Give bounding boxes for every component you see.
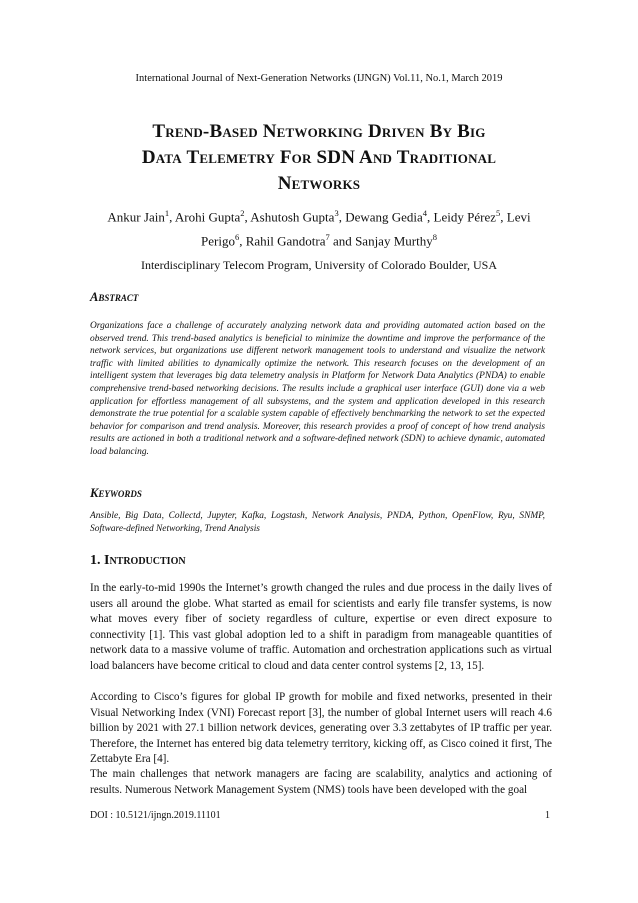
author-affil: 8 xyxy=(432,232,437,243)
author-name: Ashutosh Gupta xyxy=(250,209,335,225)
author-name: Sanjay Murthy xyxy=(355,233,433,249)
author-affil: 7 xyxy=(325,232,330,243)
introduction-heading: 1. Introduction xyxy=(90,553,186,568)
author-affil: 1 xyxy=(164,208,170,218)
intro-paragraph-3: The main challenges that network managers are facing are scalability, analytics and actioning of results. Numerous Network Management System (NMS) tools have been developed with the goal xyxy=(90,768,552,796)
author-affil: 5 xyxy=(496,208,501,218)
doi-footer: DOI : 10.5121/ijngn.2019.11101 xyxy=(90,810,221,821)
title-line-1: Trend-Based Networking Driven By Big xyxy=(152,121,486,142)
author-affil: 6 xyxy=(234,232,240,243)
keywords-heading: Keywords xyxy=(90,486,142,500)
title-line-2: Data Telemetry For SDN And Traditional xyxy=(141,147,497,168)
abstract-heading: Abstract xyxy=(90,290,139,304)
intro-paragraph-1: In the early-to-mid 1990s the Internet’s growth changed the rules and due process in the daily lives of users all around the globe. What started as email for scientists and early file transfer systems, is now what moves every fiber of society regardless of culture, expertise or even direct exposure to connectivity [1]. This vast global adoption led to a shift in paradigm from manageable quantities of network data to a massive volume of traffic. Automation and orchestration applications such as virtual load balancers have become critical to cloud and data center control systems [2, 13, 15]. xyxy=(90,582,552,672)
author-name: Ankur Jain xyxy=(107,209,165,225)
title-line-3: Networks xyxy=(277,173,361,194)
keywords-text: Ansible, Big Data, Collectd, Jupyter, Kafka, Logstash, Network Analysis, PNDA, Python, OpenFlow, Ryu, SNMP, Software-defined Networking, Trend Analysis xyxy=(90,511,545,534)
author-affil: 2 xyxy=(240,208,245,218)
journal-header: International Journal of Next-Generation Networks (IJNGN) Vol.11, No.1, March 2019 xyxy=(135,73,503,84)
author-name: Dewang Gedia xyxy=(345,209,423,225)
author-affil: 4 xyxy=(422,208,428,218)
author-name: Levi Perigo xyxy=(201,209,531,249)
author-name: Leidy Pérez xyxy=(433,209,496,225)
abstract-text: Organizations face a challenge of accurately analyzing network data and providing automated action based on the observed trend. This trend-based analytics is beneficial to minimize the downtime and improve the performance of the network services, but organizations use different network management tools to understand and visualize the network traffic with limited abilities to dynamically optimize the network. This research focuses on the development of an intelligent system that leverages big data telemetry analysis in Platform for Network Data Analytics (PNDA) to enable comprehensive trend-based networking decisions. The results include a graphical user interface (GUI) done via a web application for effortless management of all subsystems, and the system and application developed in this research demonstrate the true potential for a scalable system capable of effectively benchmarking the network to set the expected behavior for comparison and trend analysis. Moreover, this research provides a proof of concept of how trend analysis results are actioned in both a traditional network and a software-defined network (SDN) to achieve dynamic, automated load balancing. xyxy=(90,321,545,457)
author-name: Arohi Gupta xyxy=(174,209,241,225)
author-list: Ankur Jain$^1$, Arohi Gupta$^2$, Ashutosh Gupta$^3$, Dewang Gedia$^4$, Leidy Pérez$^5$, Levi Perigo$^6$, Rahil Gandotra$^7$ and Sanjay Murthy$^8$ xyxy=(107,208,531,249)
paper-title xyxy=(70,119,568,197)
author-conjunction: and xyxy=(333,233,352,249)
author-affil: 3 xyxy=(334,208,339,218)
author-name: Rahil Gandotra xyxy=(245,233,326,249)
intro-paragraph-2: According to Cisco’s figures for global IP growth for mobile and fixed networks, presented in their Visual Networking Index (VNI) Forecast report [3], the number of global Internet users will reach 4.6 billion by 2021 with 27.1 billion network devices, generating over 3.3 zettabytes of IP traffic per year. Therefore, the Internet has entered big data telemetry territory, kicking off, as Cisco coined it first, The Zettabyte Era [4]. xyxy=(90,691,552,766)
affiliation: Interdisciplinary Telecom Program, University of Colorado Boulder, USA xyxy=(140,258,498,272)
page-number: 1 xyxy=(545,810,550,821)
